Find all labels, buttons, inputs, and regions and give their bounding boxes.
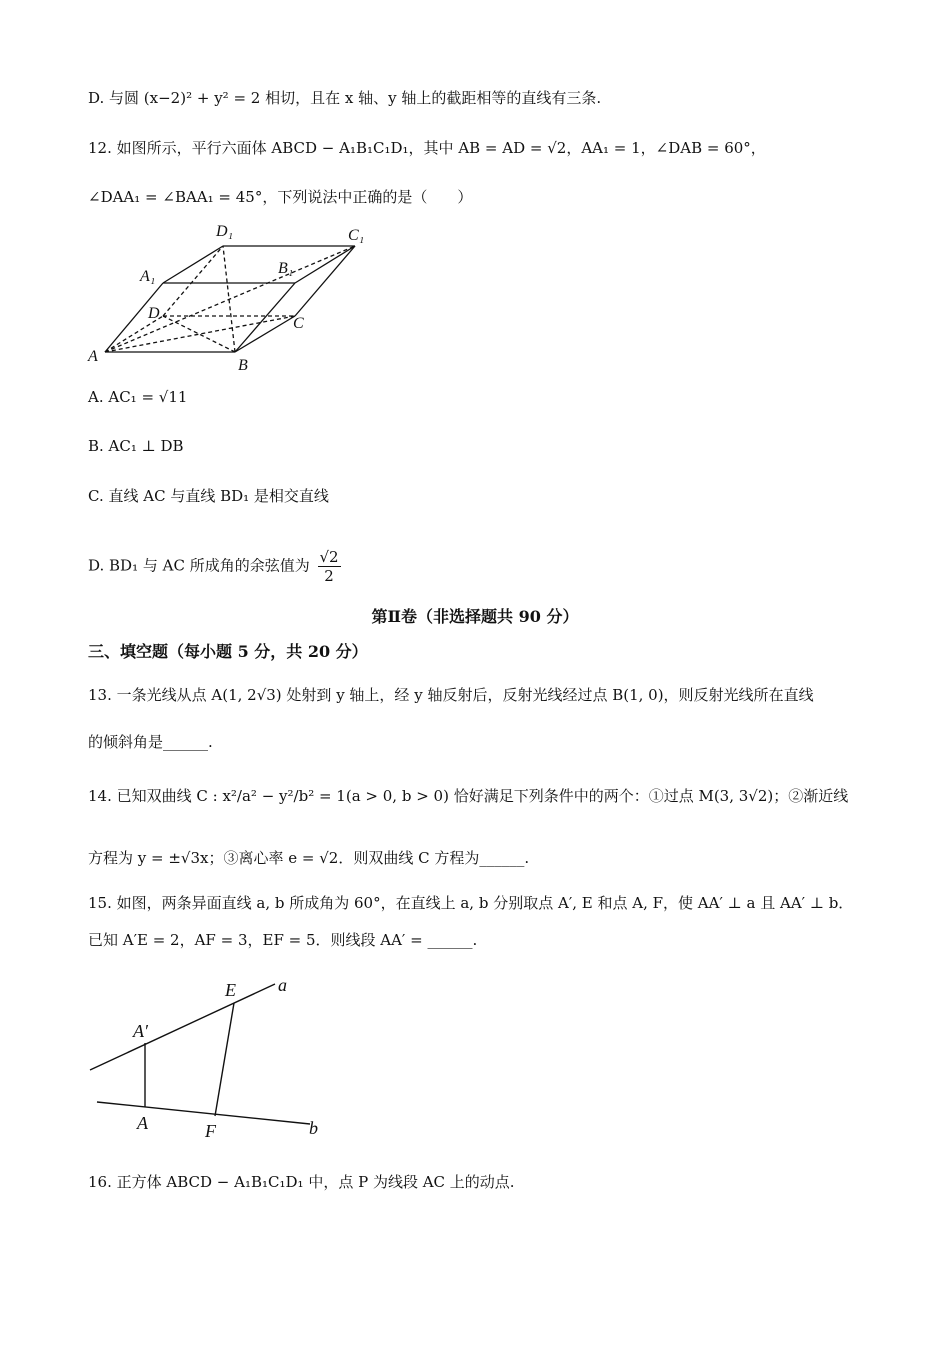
- label-line-a: a: [278, 975, 287, 995]
- q12-option-d: [88, 548, 341, 585]
- parallelepiped-figure: [80, 218, 380, 378]
- line-a: [90, 984, 275, 1070]
- q14-line1: 14. 已知双曲线 C : x²/a² − y²/b² = 1(a > 0, b > 0) 恰好满足下列条件中的两个：①过点 M(3, 3√2)；②渐近线: [88, 787, 849, 805]
- label-a1: A₁: [140, 268, 156, 285]
- edge-dd1: [163, 246, 223, 316]
- label-f: F: [205, 1121, 216, 1141]
- q12-option-c: C. 直线 AC 与直线 BD₁ 是相交直线: [88, 487, 329, 505]
- q16-line1: 16. 正方体 ABCD − A₁B₁C₁D₁ 中，点 P 为线段 AC 上的动点.: [88, 1173, 515, 1191]
- q12-stem-line1: 12. 如图所示，平行六面体 ABCD − A₁B₁C₁D₁，其中 AB = AD = √2，AA₁ = 1，∠DAB = 60°，: [88, 139, 766, 157]
- section2-title: 第Ⅱ卷（非选择题共 90 分）: [371, 607, 579, 626]
- q11-option-d: D. 与圆 (x−2)² + y² = 2 相切，且在 x 轴、y 轴上的截距相等的直线有三条.: [88, 89, 602, 107]
- fraction-numerator: √2: [319, 548, 339, 566]
- label-c: C: [293, 315, 304, 332]
- q15-line2: 已知 A′E = 2，AF = 3，EF = 5．则线段 AA′ = ______.: [88, 931, 478, 949]
- diagonal-ac1: [105, 246, 355, 352]
- edge-b1c1: [295, 246, 355, 283]
- diagonal-bd: [163, 316, 235, 352]
- label-e: E: [225, 980, 236, 1000]
- label-c1: C₁: [348, 227, 365, 244]
- fraction-denominator: 2: [324, 567, 334, 585]
- label-b1: B₁: [278, 260, 294, 277]
- fill-blank-heading: 三、填空题（每小题 5 分，共 20 分）: [88, 642, 368, 661]
- label-d: D: [148, 305, 160, 322]
- diagonal-ac: [105, 316, 295, 352]
- edge-cc1: [295, 246, 355, 316]
- label-line-b: b: [309, 1118, 318, 1138]
- line-b: [97, 1102, 310, 1124]
- q14-line2: 方程为 y = ±√3x；③离心率 e = √2．则双曲线 C 方程为______.: [88, 849, 530, 867]
- label-d1: D₁: [216, 223, 234, 240]
- segment-ef: [215, 1003, 234, 1116]
- edge-a1d1: [163, 246, 223, 283]
- fraction-sqrt2-over-2: [318, 548, 341, 585]
- label-b: B: [238, 357, 248, 374]
- label-a-prime: A′: [133, 1021, 148, 1041]
- q13-line1: 13. 一条光线从点 A(1, 2√3) 处射到 y 轴上，经 y 轴反射后，反射光线经过点 B(1, 0)，则反射光线所在直线: [88, 686, 814, 704]
- q12-option-b: B. AC₁ ⊥ DB: [88, 437, 184, 455]
- q12-stem-line2: ∠DAA₁ = ∠BAA₁ = 45°，下列说法中正确的是（ ）: [88, 188, 473, 206]
- q15-line1: 15. 如图，两条异面直线 a, b 所成角为 60°，在直线上 a, b 分别取点 A′, E 和点 A, F，使 AA′ ⊥ a 且 AA′ ⊥ b．: [88, 894, 854, 912]
- label-a-point: A: [137, 1113, 148, 1133]
- label-a: A: [88, 348, 98, 365]
- q12-option-d-prefix: D. BD₁ 与 AC 所成角的余弦值为: [88, 556, 310, 575]
- q13-line2: 的倾斜角是______.: [88, 733, 213, 751]
- q12-option-a: A. AC₁ = √11: [88, 388, 188, 406]
- skew-lines-figure: [85, 972, 345, 1142]
